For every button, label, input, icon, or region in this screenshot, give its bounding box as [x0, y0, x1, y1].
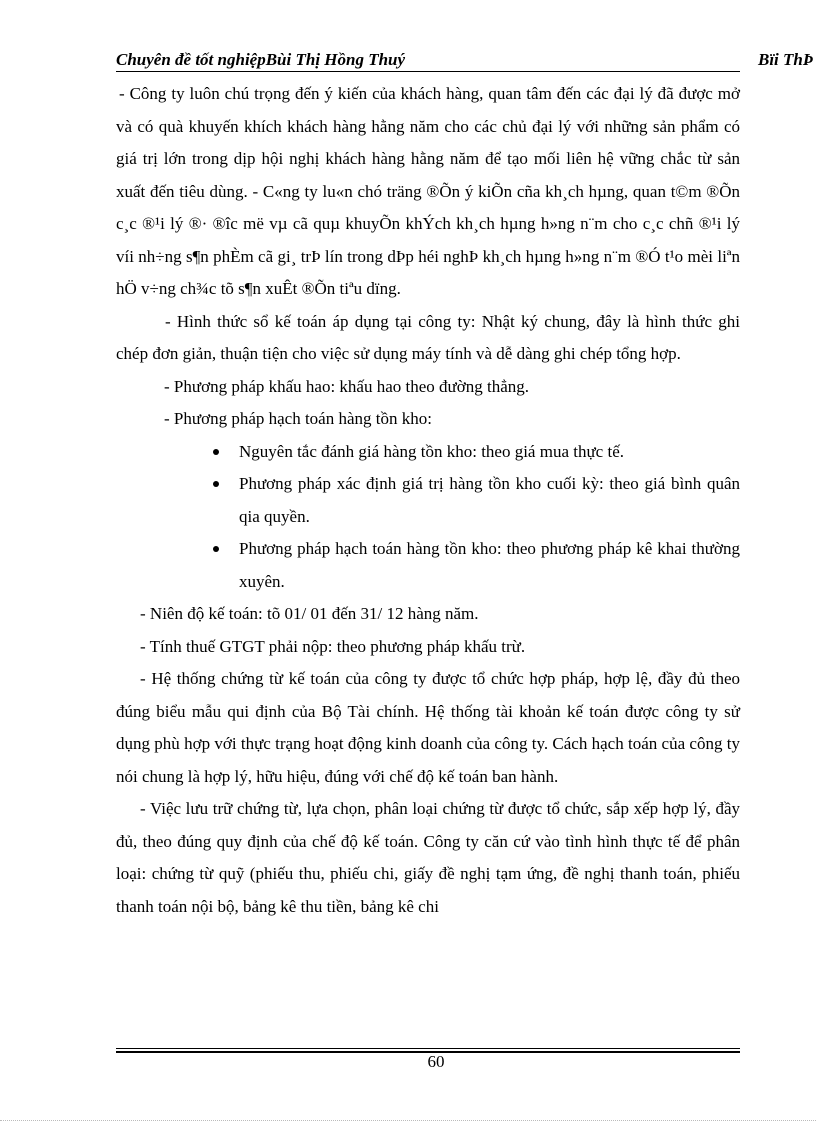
document-body [116, 78, 740, 923]
paragraph-inventory-method: - Phương pháp hạch toán hàng tồn kho: [164, 409, 432, 428]
header-right-text: Bïi ThÞ [758, 50, 814, 69]
list-item [213, 533, 740, 598]
list-item [213, 436, 740, 469]
paragraph-bookkeeping-form: - Hình thức sổ kế toán áp dụng tại công ty: Nhật ký chung, đây là hình thức ghi chép đơn giản, thuận tiện cho việc sử dụng máy tính và dễ dàng ghi chép tổng hợp. [116, 311, 740, 363]
paragraph-vat: - Tính thuế GTGT phải nộp: theo phương pháp khấu trừ. [140, 636, 526, 656]
bullet-icon [213, 481, 219, 487]
page-edge-divider [0, 1120, 816, 1121]
header-left-text: Chuyên đề tốt nghiệpBùi Thị Hồng Thuý [116, 50, 406, 69]
bullet-icon [213, 449, 219, 455]
list-item-text: Nguyên tắc đánh giá hàng tồn kho: theo giá mua thực tế. [239, 441, 624, 461]
paragraph-customer-care: - Công ty luôn chú trọng đến ý kiến của khách hàng, quan tâm đến các đại lý đã được mở và có quà khuyến khích khách hàng hằng năm cho các chủ đại lý với những sản phẩm có giá trị lớn trong dịp hội nghị khách hàng hằng năm để tạo mối liên hệ vững chắc từ sản xuất đến tiêu dùng. - C«ng ty lu«n chó träng ®Õn ý kiÕn cña kh¸ch hµng, quan t©m ®Õn c¸c ®¹i lý ®· ®îc më vµ cã quµ khuyÕn khÝch kh¸ch hµng h»ng n¨m cho c¸c chñ ®¹i lý víi nh÷ng s¶n phÈm cã gi¸ trÞ lín trong dÞp héi nghÞ kh¸ch hµng h»ng n¨m ®Ó t¹o mèi liªn hÖ v÷ng ch¾c tõ s¶n xuÊt ®Õn tiªu dïng. [116, 84, 740, 298]
paragraph-depreciation: - Phương pháp khấu hao: khấu hao theo đường thẳng. [164, 376, 530, 396]
paragraph-voucher-system: - Hệ thống chứng từ kế toán của công ty được tổ chức hợp pháp, hợp lệ, đầy đủ theo đúng biểu mẫu qui định của Bộ Tài chính. Hệ thống tài khoản kế toán được công ty sử dụng phù hợp với thực trạng hoạt động kinh doanh của công ty. Cách hạch toán của công ty nói chung là hợp lý, hữu hiệu, đúng với chế độ kế toán ban hành. [116, 669, 740, 786]
footer-rule-thin [116, 1048, 740, 1049]
list-item-text: Phương pháp hạch toán hàng tồn kho: theo phương pháp kê khai thường xuyên. [239, 539, 740, 591]
page-number: 60 [427, 1052, 445, 1071]
header-rule [116, 71, 740, 72]
inventory-bullet-list [116, 436, 740, 599]
paragraph-fiscal-year: - Niên độ kế toán: tõ 01/ 01 đến 31/ 12 hàng năm. [140, 604, 479, 623]
bullet-icon [213, 546, 219, 552]
list-item-text: Phương pháp xác định giá trị hàng tồn kho cuối kỳ: theo giá bình quân qia quyền. [239, 474, 740, 526]
list-item [213, 468, 740, 533]
paragraph-voucher-storage: - Việc lưu trữ chứng từ, lựa chọn, phân loại chứng từ được tổ chức, sắp xếp hợp lý, đầy đủ, theo đúng quy định của chế độ kế toán. Công ty căn cứ vào tình hình thực tế để phân loại: chứng từ quỹ (phiếu thu, phiếu chi, giấy đề nghị tạm ứng, đề nghị thanh toán, phiếu thanh toán nội bộ, bảng kê thu tiền, bảng kê chi [116, 799, 740, 916]
